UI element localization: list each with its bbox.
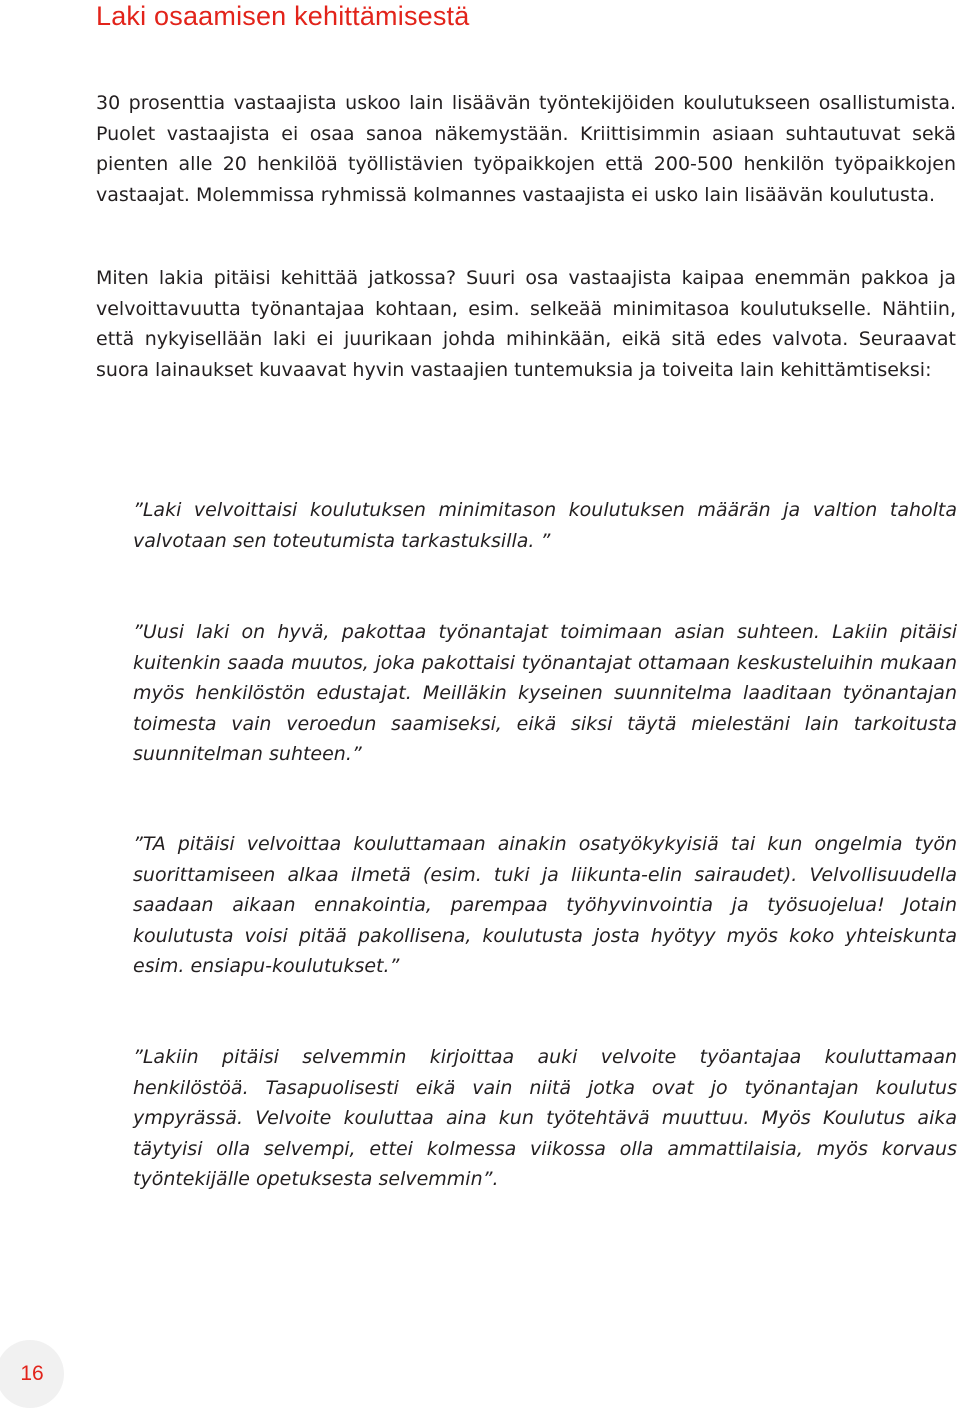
page-number: 16 bbox=[20, 1362, 44, 1385]
body-paragraph: 30 prosenttia vastaajista uskoo lain lisäävän työntekijöiden koulutukseen osallistumista. Puolet vastaajista ei osaa sanoa näkemystään. Kriittisimmin asiaan suhtautuvat sekä pienten alle 20 henkilöä työllistävien työpaikkojen että 200-500 henkilön työpaikkojen vastaajat. Molemmissa ryhmissä kolmannes vastaajista ei usko lain lisäävän koulutusta. bbox=[96, 92, 956, 206]
respondent-quote: ”Uusi laki on hyvä, pakottaa työnantajat toimimaan asian suhteen. Lakiin pitäisi kuitenkin saada muutos, joka pakottaisi työnantajat ottamaan keskusteluihin mukaan myös henkilöstön edustajat. Meilläkin kyseinen suunnitelma laaditaan työnantajan toimesta vain veroedun saamiseksi, eikä siksi täytä mielestäni lain tarkoitusta suunnitelman suhteen.” bbox=[133, 621, 957, 765]
body-paragraph: Miten lakia pitäisi kehittää jatkossa? Suuri osa vastaajista kaipaa enemmän pakkoa ja velvoittavuutta työnantajaa kohtaan, esim. selkeää minimitasoa koulutukselle. Nähtiin, että nykyisellään laki ei juurikaan johda mihinkään, eikä sitä edes valvota. Seuraavat suora lainaukset kuvaavat hyvin vastaajien tuntemuksia ja toiveita lain kehittämtiseksi: bbox=[96, 267, 956, 381]
respondent-quote: ”Laki velvoittaisi koulutuksen minimitason koulutuksen määrän ja valtion taholta valvotaan sen toteutumista tarkastuksilla. ” bbox=[133, 499, 957, 552]
page-title: Laki osaamisen kehittämisestä bbox=[96, 1, 470, 31]
respondent-quote: ”TA pitäisi velvoittaa kouluttamaan ainakin osatyökykyisiä tai kun ongelmia työn suorittamiseen alkaa ilmetä (esim. tuki ja liikunta-elin sairaudet). Velvollisuudella saadaan aikaan ennakointia, parempaa työhyvinvointia ja työsuojelua! Jotain koulutusta voisi pitää pakollisena, koulutusta josta hyötyy myös koko yhteiskunta esim. ensiapu-koulutukset.” bbox=[133, 833, 957, 977]
page-number-badge bbox=[0, 1340, 64, 1408]
respondent-quote: ”Lakiin pitäisi selvemmin kirjoittaa auki velvoite työantajaa kouluttamaan henkilöstöä. Tasapuolisesti eikä vain niitä jotka ovat jo työnantajan koulutus ympyrässä. Velvoite kouluttaa aina kun työtehtävä muuttuu. Myös Koulutus aika täytyisi olla selvempi, ettei kolmessa viikossa olla ammattilaisia, myös korvaus työntekijälle opetuksesta selvemmin”. bbox=[133, 1046, 957, 1190]
